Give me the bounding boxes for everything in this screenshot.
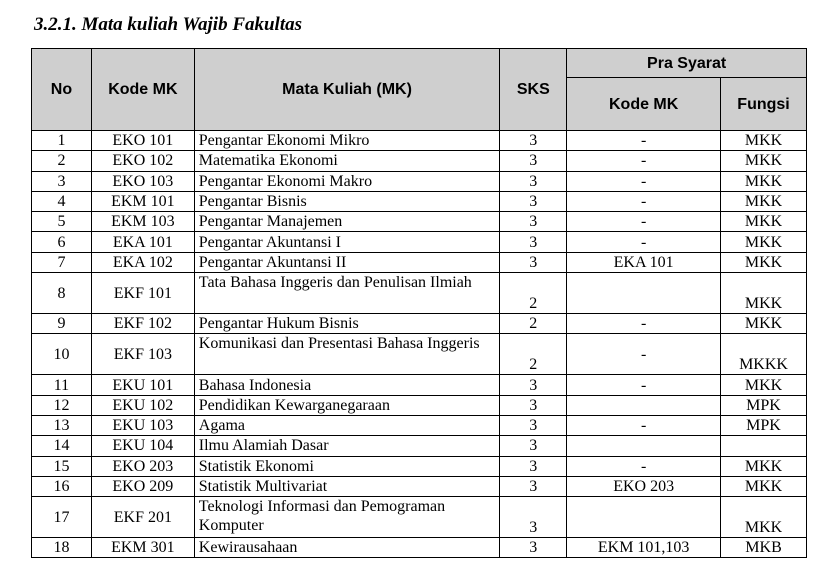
row-fungsi bbox=[721, 436, 807, 456]
row-kode-mk: EKO 103 bbox=[91, 171, 194, 191]
row-no: 13 bbox=[32, 415, 92, 435]
table-row bbox=[32, 538, 807, 558]
row-pra-syarat-kode: - bbox=[567, 314, 721, 334]
row-kode-mk: EKF 103 bbox=[91, 334, 194, 375]
row-pra-syarat-kode: - bbox=[567, 334, 721, 375]
row-kode-mk: EKM 103 bbox=[91, 212, 194, 232]
row-mata-kuliah: Ilmu Alamiah Dasar bbox=[194, 436, 500, 456]
row-pra-syarat-kode: EKA 101 bbox=[567, 252, 721, 272]
row-pra-syarat-kode bbox=[567, 273, 721, 314]
row-no: 15 bbox=[32, 456, 92, 476]
row-fungsi: MKB bbox=[721, 538, 807, 558]
row-mata-kuliah: Pengantar Ekonomi Mikro bbox=[194, 131, 500, 151]
row-no: 17 bbox=[32, 497, 92, 538]
row-sks: 3 bbox=[500, 456, 567, 476]
row-kode-mk: EKF 201 bbox=[91, 497, 194, 538]
row-pra-syarat-kode bbox=[567, 436, 721, 456]
row-mata-kuliah: Statistik Multivariat bbox=[194, 476, 500, 496]
row-no: 7 bbox=[32, 252, 92, 272]
row-mata-kuliah: Pengantar Bisnis bbox=[194, 191, 500, 211]
row-sks: 2 bbox=[500, 334, 567, 375]
row-mata-kuliah: Kewirausahaan bbox=[194, 538, 500, 558]
table-header bbox=[32, 49, 807, 131]
row-kode-mk: EKF 101 bbox=[91, 273, 194, 314]
row-sks: 3 bbox=[500, 395, 567, 415]
row-mata-kuliah: Statistik Ekonomi bbox=[194, 456, 500, 476]
row-fungsi: MKK bbox=[721, 191, 807, 211]
row-kode-mk: EKU 101 bbox=[91, 375, 194, 395]
row-no: 2 bbox=[32, 151, 92, 171]
row-mata-kuliah: Pengantar Hukum Bisnis bbox=[194, 314, 500, 334]
row-fungsi: MKK bbox=[721, 131, 807, 151]
row-sks: 3 bbox=[500, 151, 567, 171]
row-sks: 3 bbox=[500, 232, 567, 252]
row-no: 14 bbox=[32, 436, 92, 456]
row-fungsi: MKK bbox=[721, 151, 807, 171]
row-sks: 3 bbox=[500, 375, 567, 395]
row-pra-syarat-kode: - bbox=[567, 375, 721, 395]
row-kode-mk: EKM 301 bbox=[91, 538, 194, 558]
row-kode-mk: EKU 104 bbox=[91, 436, 194, 456]
row-sks: 3 bbox=[500, 415, 567, 435]
row-fungsi: MPK bbox=[721, 395, 807, 415]
table-row bbox=[32, 191, 807, 211]
row-sks: 3 bbox=[500, 171, 567, 191]
table-row bbox=[32, 436, 807, 456]
row-sks: 3 bbox=[500, 538, 567, 558]
header-pra-syarat: Pra Syarat bbox=[567, 49, 807, 78]
table-row bbox=[32, 314, 807, 334]
row-pra-syarat-kode: - bbox=[567, 415, 721, 435]
row-kode-mk: EKU 103 bbox=[91, 415, 194, 435]
row-kode-mk: EKO 209 bbox=[91, 476, 194, 496]
row-no: 11 bbox=[32, 375, 92, 395]
row-fungsi: MKK bbox=[721, 232, 807, 252]
row-fungsi: MKK bbox=[721, 456, 807, 476]
row-kode-mk: EKO 203 bbox=[91, 456, 194, 476]
header-pra-kode-mk: Kode MK bbox=[567, 78, 721, 131]
row-no: 16 bbox=[32, 476, 92, 496]
table-row bbox=[32, 252, 807, 272]
row-kode-mk: EKA 101 bbox=[91, 232, 194, 252]
row-sks: 3 bbox=[500, 212, 567, 232]
row-mata-kuliah: Pendidikan Kewarganegaraan bbox=[194, 395, 500, 415]
row-fungsi: MPK bbox=[721, 415, 807, 435]
row-fungsi: MKK bbox=[721, 273, 807, 314]
row-mata-kuliah: Pengantar Ekonomi Makro bbox=[194, 171, 500, 191]
row-kode-mk: EKU 102 bbox=[91, 395, 194, 415]
row-no: 10 bbox=[32, 334, 92, 375]
row-sks: 2 bbox=[500, 273, 567, 314]
row-pra-syarat-kode: - bbox=[567, 151, 721, 171]
row-fungsi: MKK bbox=[721, 314, 807, 334]
row-fungsi: MKK bbox=[721, 497, 807, 538]
row-pra-syarat-kode: - bbox=[567, 131, 721, 151]
row-pra-syarat-kode: EKO 203 bbox=[567, 476, 721, 496]
table-row bbox=[32, 456, 807, 476]
row-kode-mk: EKF 102 bbox=[91, 314, 194, 334]
row-sks: 3 bbox=[500, 252, 567, 272]
section-heading: 3.2.1. Mata kuliah Wajib Fakultas bbox=[34, 14, 303, 35]
table-row bbox=[32, 171, 807, 191]
row-kode-mk: EKO 101 bbox=[91, 131, 194, 151]
table-row bbox=[32, 151, 807, 171]
row-mata-kuliah: Pengantar Akuntansi I bbox=[194, 232, 500, 252]
row-kode-mk: EKM 101 bbox=[91, 191, 194, 211]
table-row bbox=[32, 395, 807, 415]
row-kode-mk: EKO 102 bbox=[91, 151, 194, 171]
row-kode-mk: EKA 102 bbox=[91, 252, 194, 272]
table-row bbox=[32, 375, 807, 395]
row-fungsi: MKKK bbox=[721, 334, 807, 375]
row-sks: 3 bbox=[500, 436, 567, 456]
header-sks: SKS bbox=[500, 49, 567, 131]
row-pra-syarat-kode: - bbox=[567, 212, 721, 232]
row-sks: 2 bbox=[500, 314, 567, 334]
row-pra-syarat-kode: - bbox=[567, 171, 721, 191]
row-sks: 3 bbox=[500, 131, 567, 151]
row-fungsi: MKK bbox=[721, 375, 807, 395]
row-pra-syarat-kode: - bbox=[567, 456, 721, 476]
row-pra-syarat-kode: - bbox=[567, 191, 721, 211]
row-mata-kuliah: Pengantar Akuntansi II bbox=[194, 252, 500, 272]
row-mata-kuliah: Agama bbox=[194, 415, 500, 435]
table-row bbox=[32, 334, 807, 375]
row-mata-kuliah: Bahasa Indonesia bbox=[194, 375, 500, 395]
row-no: 8 bbox=[32, 273, 92, 314]
row-pra-syarat-kode bbox=[567, 395, 721, 415]
header-fungsi: Fungsi bbox=[721, 78, 807, 131]
header-mata-kuliah: Mata Kuliah (MK) bbox=[194, 49, 500, 131]
row-pra-syarat-kode: EKM 101,103 bbox=[567, 538, 721, 558]
table-body bbox=[32, 131, 807, 558]
row-mata-kuliah: Tata Bahasa Inggeris dan Penulisan Ilmiah bbox=[194, 273, 500, 314]
table-row bbox=[32, 212, 807, 232]
row-sks: 3 bbox=[500, 497, 567, 538]
row-fungsi: MKK bbox=[721, 212, 807, 232]
row-mata-kuliah: Pengantar Manajemen bbox=[194, 212, 500, 232]
row-no: 12 bbox=[32, 395, 92, 415]
row-pra-syarat-kode: - bbox=[567, 232, 721, 252]
row-no: 18 bbox=[32, 538, 92, 558]
table-row bbox=[32, 476, 807, 496]
table-row bbox=[32, 273, 807, 314]
header-no: No bbox=[32, 49, 92, 131]
row-fungsi: MKK bbox=[721, 252, 807, 272]
course-table bbox=[31, 48, 807, 558]
row-no: 5 bbox=[32, 212, 92, 232]
row-sks: 3 bbox=[500, 191, 567, 211]
row-mata-kuliah: Teknologi Informasi dan Pemograman Komputer bbox=[194, 497, 500, 538]
row-pra-syarat-kode bbox=[567, 497, 721, 538]
row-no: 1 bbox=[32, 131, 92, 151]
row-no: 6 bbox=[32, 232, 92, 252]
row-mata-kuliah: Komunikasi dan Presentasi Bahasa Inggeris bbox=[194, 334, 500, 375]
row-no: 4 bbox=[32, 191, 92, 211]
table-row bbox=[32, 415, 807, 435]
table-row bbox=[32, 232, 807, 252]
row-sks: 3 bbox=[500, 476, 567, 496]
header-kode-mk: Kode MK bbox=[91, 49, 194, 131]
row-no: 3 bbox=[32, 171, 92, 191]
table-row bbox=[32, 497, 807, 538]
row-mata-kuliah: Matematika Ekonomi bbox=[194, 151, 500, 171]
table-row bbox=[32, 131, 807, 151]
row-fungsi: MKK bbox=[721, 476, 807, 496]
row-no: 9 bbox=[32, 314, 92, 334]
row-fungsi: MKK bbox=[721, 171, 807, 191]
